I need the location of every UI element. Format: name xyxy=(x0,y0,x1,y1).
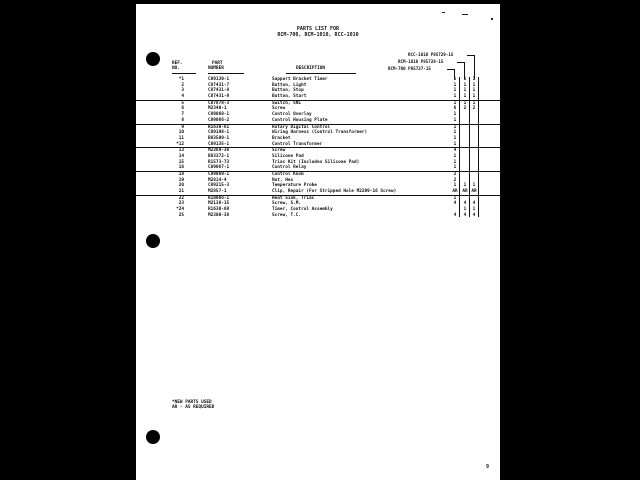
scan-speck xyxy=(442,12,445,13)
qty-rcm700-cell: 1 xyxy=(453,112,457,118)
qty-rcm700-cell: 1 xyxy=(453,135,457,141)
description-cell: Nut, Hex xyxy=(272,177,294,183)
header-no: NO. xyxy=(172,66,180,71)
qty-rcm700-cell: 1 xyxy=(453,141,457,147)
punch-hole-bottom xyxy=(146,430,160,444)
description-cell: Triac Kit (Includes Silicone Pad) xyxy=(272,159,360,165)
part-number-cell: M2814-4 xyxy=(208,177,227,183)
description-cell: Switch, SNL xyxy=(272,100,302,106)
part-number-cell: C89135-1 xyxy=(208,141,230,147)
qty-rcm700-cell: 1 xyxy=(453,117,457,123)
part-number-cell: M2300-38 xyxy=(208,212,230,218)
qty-rcc1010-cell: 4 xyxy=(472,201,476,207)
qty-rcm700-cell: 1 xyxy=(453,88,457,94)
ref-cell: 16 xyxy=(178,165,184,171)
ref-cell: 8 xyxy=(181,117,184,123)
part-number-cell: B83500-1 xyxy=(208,135,230,141)
ref-cell: 10 xyxy=(178,130,184,136)
qty-rcm1010-cell: 1 xyxy=(463,88,467,94)
description-cell: Button, Stop xyxy=(272,88,304,94)
ref-cell: 2 xyxy=(181,82,184,88)
ref-cell: 19 xyxy=(178,177,184,183)
qty-rcm700-cell: 1 xyxy=(453,77,457,82)
scan-speck xyxy=(462,14,468,15)
qty-rcm1010-cell: 1 xyxy=(463,82,467,88)
part-number-cell: C87431-8 xyxy=(208,88,230,94)
qty-rcm1010-cell: 1 xyxy=(463,183,467,189)
description-cell: Support Bracket Timer xyxy=(272,77,328,82)
description-cell: Control Knob xyxy=(272,172,304,177)
qty-rcm1010-cell: 2 xyxy=(463,106,467,112)
header-description: DESCRIPTION xyxy=(296,66,326,71)
header-underline xyxy=(208,73,244,74)
table-row xyxy=(136,213,500,219)
footnote-as-required: AR - AS REQUIRED xyxy=(172,405,215,410)
description-cell: Control Relay xyxy=(272,165,307,171)
qty-rcc1010-cell: AR xyxy=(471,189,477,195)
part-number-cell: M2857-1 xyxy=(208,189,227,195)
model-bracket-line xyxy=(474,55,475,79)
part-number-cell: C87878-3 xyxy=(208,100,230,106)
qty-rcm1010-cell: 1 xyxy=(463,77,467,82)
qty-rcm700-cell: AR xyxy=(452,189,458,195)
description-cell: Timer, Control Assembly xyxy=(272,207,333,213)
description-cell: Control Transformer xyxy=(272,141,323,147)
qty-rcm700-cell: 1 xyxy=(453,100,457,106)
qty-rcc1010-cell: 1 xyxy=(472,94,476,100)
ref-cell: *24 xyxy=(176,207,184,213)
qty-rcm700-cell: 1 xyxy=(453,94,457,100)
description-cell: Heat Sink, Triac xyxy=(272,195,315,201)
description-cell: Clip, Repair (For Stripped Hole M2209-16 Screw) xyxy=(272,189,397,195)
qty-rcm700-cell: 1 xyxy=(453,82,457,88)
qty-rcm1010-cell: 1 xyxy=(463,100,467,106)
model-header-rcm700: RCM-700 P85727-15 xyxy=(388,66,431,71)
table-row xyxy=(136,147,500,154)
qty-rcm700-cell: 1 xyxy=(453,124,457,130)
description-cell: Bracket xyxy=(272,135,291,141)
ref-cell: 20 xyxy=(178,183,184,189)
ref-cell: 9 xyxy=(181,124,184,130)
qty-rcc1010-cell: 1 xyxy=(472,207,476,213)
description-cell: Control Overlay xyxy=(272,112,312,118)
ref-cell: 3 xyxy=(181,88,184,94)
qty-rcm1010-cell: 4 xyxy=(463,212,467,218)
ref-cell: 4 xyxy=(181,94,184,100)
page-subtitle: RCM-700, RCM-1010, RCC-1010 xyxy=(277,32,359,38)
qty-rcm700-cell: 4 xyxy=(453,212,457,218)
header-underline xyxy=(286,73,356,74)
parts-table xyxy=(136,77,500,219)
qty-rcm1010-cell: 1 xyxy=(463,207,467,213)
ref-cell: 18 xyxy=(178,172,184,177)
part-number-cell: R10066-1 xyxy=(208,195,230,201)
ref-cell: 7 xyxy=(181,112,184,118)
page-title: PARTS LIST FOR xyxy=(296,26,340,32)
part-number-cell: C89198-1 xyxy=(208,130,230,136)
ref-cell: 25 xyxy=(178,212,184,218)
scan-speck xyxy=(491,18,493,20)
ref-cell: 5 xyxy=(181,100,184,106)
qty-rcm700-cell: 2 xyxy=(453,177,457,183)
qty-rcm700-cell: 2 xyxy=(453,172,457,177)
part-number-cell: B83372-1 xyxy=(208,153,230,159)
header-number: NUMBER xyxy=(208,66,224,71)
description-cell: Temperature Probe xyxy=(272,183,317,189)
footnote-new-parts: *NEW PARTS USED xyxy=(172,400,212,405)
model-header-rcc: RCC-1010 P85729-15 xyxy=(408,52,454,57)
ref-cell: 22 xyxy=(178,195,184,201)
part-number-cell: C89067-1 xyxy=(208,165,230,171)
description-cell: Screw, T.C. xyxy=(272,212,302,218)
part-number-cell: C89066-2 xyxy=(208,117,230,123)
qty-rcm1010-cell: 4 xyxy=(463,201,467,207)
ref-cell: 13 xyxy=(178,148,184,154)
description-cell: Screw, S.M. xyxy=(272,201,302,207)
qty-rcm700-cell: 6 xyxy=(453,106,457,112)
qty-rcm700-cell: 1 xyxy=(453,165,457,171)
qty-rcm700-cell: 4 xyxy=(453,148,457,154)
ref-cell: 21 xyxy=(178,189,184,195)
description-cell: Rotary Digital Control xyxy=(272,124,331,130)
part-number-cell: C89069-1 xyxy=(208,172,230,177)
qty-rcm700-cell: 4 xyxy=(453,201,457,207)
ref-cell: 11 xyxy=(178,135,184,141)
qty-rcm700-cell: 1 xyxy=(453,159,457,165)
qty-rcm700-cell: 1 xyxy=(453,153,457,159)
description-cell: Button, Start xyxy=(272,94,307,100)
qty-rcm700-cell: 1 xyxy=(453,130,457,136)
description-cell: Screw xyxy=(272,106,286,112)
punch-hole-middle xyxy=(146,234,160,248)
table-row xyxy=(136,100,500,107)
model-header-rcm1010: RCM-1010 P85728-15 xyxy=(398,59,444,64)
part-number-cell: R1630-68 xyxy=(208,207,230,213)
table-row xyxy=(136,171,500,178)
header-underline xyxy=(172,73,196,74)
description-cell: Wiring Harness (Control Transformer) xyxy=(272,130,368,136)
part-number-cell: C87431-7 xyxy=(208,82,230,88)
qty-rcc1010-cell: 1 xyxy=(472,82,476,88)
qty-rcc1010-cell: 2 xyxy=(472,106,476,112)
qty-rcc1010-cell: 1 xyxy=(472,88,476,94)
part-number-cell: M2369-36 xyxy=(208,148,230,154)
qty-rcm700-cell: 1 xyxy=(453,195,457,201)
qty-rcc1010-cell: 1 xyxy=(472,183,476,189)
description-cell: Button, Light xyxy=(272,82,307,88)
ref-cell: 14 xyxy=(178,153,184,159)
qty-rcm1010-cell: AR xyxy=(462,189,468,195)
document-page xyxy=(136,4,500,480)
ref-cell: 6 xyxy=(181,106,184,112)
qty-rcm1010-cell: 1 xyxy=(463,94,467,100)
part-number-cell: C89215-3 xyxy=(208,183,230,189)
qty-rcm700-cell: 1 xyxy=(453,183,457,189)
part-number-cell: M2340-1 xyxy=(208,106,227,112)
part-number-cell: R1630-61 xyxy=(208,124,230,130)
part-number-cell: C89068-1 xyxy=(208,112,230,118)
punch-hole-top xyxy=(146,52,160,66)
description-cell: Control Housing Plate xyxy=(272,117,328,123)
description-cell: Screw xyxy=(272,148,286,154)
description-cell: Silicone Pad xyxy=(272,153,304,159)
ref-cell: *1 xyxy=(178,77,184,82)
table-row xyxy=(136,195,500,202)
ref-cell: *12 xyxy=(176,141,184,147)
part-number-cell: C87431-9 xyxy=(208,94,230,100)
page-number: 9 xyxy=(486,464,490,470)
ref-cell: 23 xyxy=(178,201,184,207)
ref-cell: 15 xyxy=(178,159,184,165)
part-number-cell: C89130-1 xyxy=(208,77,230,82)
qty-rcc1010-cell: 1 xyxy=(472,100,476,106)
qty-rcc1010-cell: 1 xyxy=(472,77,476,82)
header-part: PART xyxy=(212,61,223,66)
header-ref: REF. xyxy=(172,61,183,66)
qty-rcc1010-cell: 4 xyxy=(472,212,476,218)
part-number-cell: R1573-73 xyxy=(208,159,230,165)
part-number-cell: M2138-15 xyxy=(208,201,230,207)
